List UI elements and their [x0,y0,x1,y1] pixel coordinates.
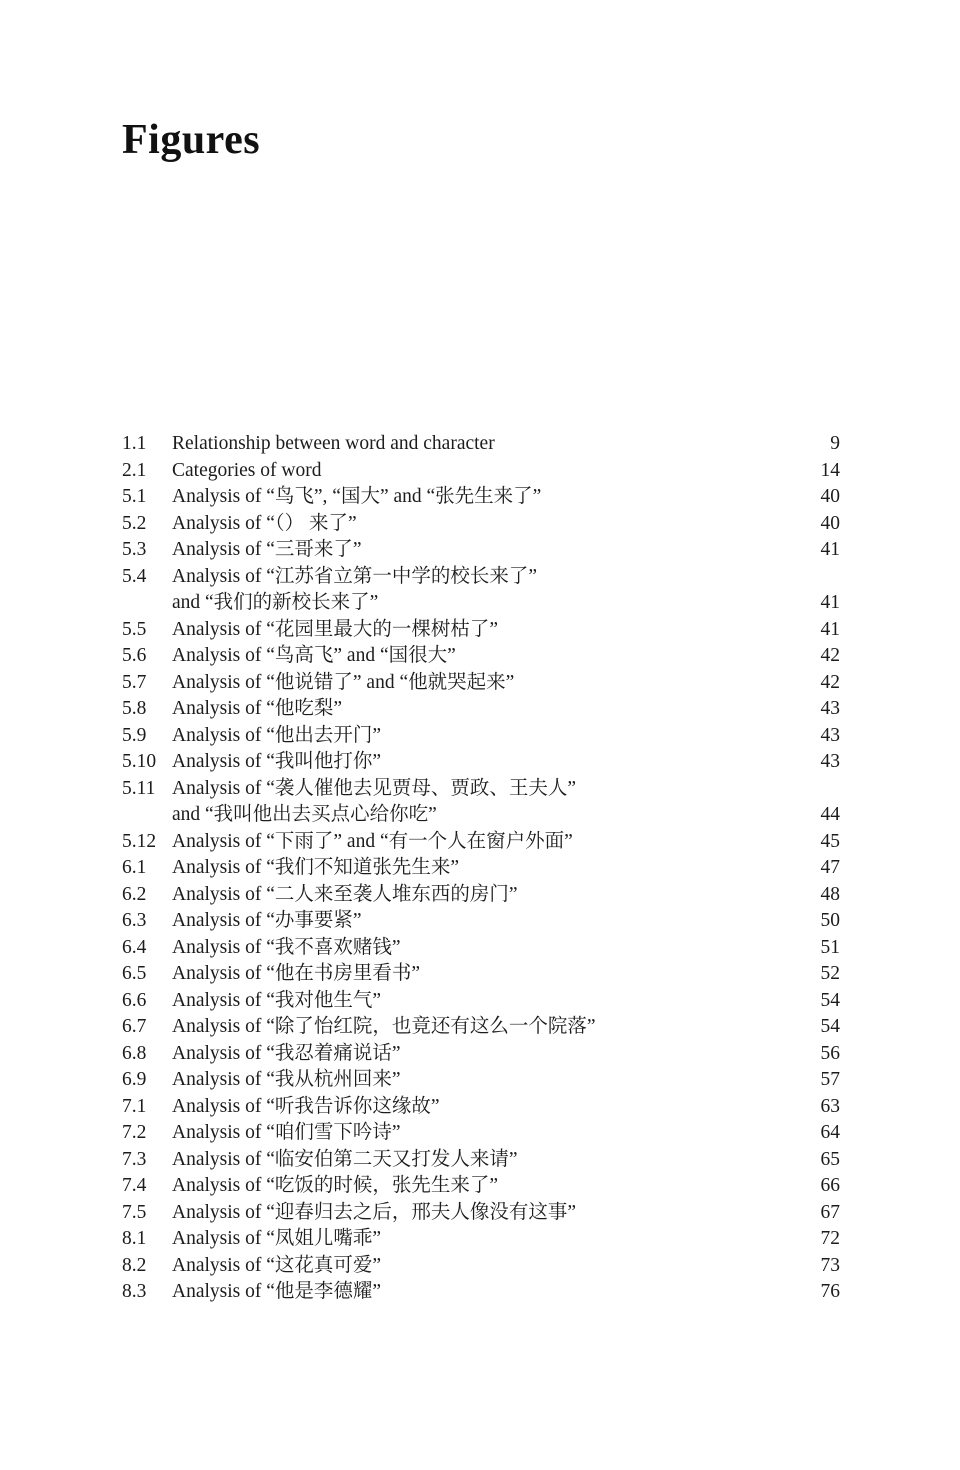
figure-entry [122,617,840,644]
figure-entry-line [122,829,840,856]
figure-page-number: 73 [820,1254,840,1276]
figure-number: 5.4 [122,565,147,587]
figure-entry [122,643,840,670]
figure-entry [122,458,840,485]
figure-number: 7.1 [122,1095,147,1117]
figure-number: 7.5 [122,1201,147,1223]
figure-entry-line [122,1147,840,1174]
figure-title: Analysis of “二人来至袭人堆东西的房门” [172,883,518,905]
figure-entry [122,696,840,723]
figure-title: Analysis of “鸟飞”, “国大” and “张先生来了” [172,486,542,507]
figure-entry [122,1279,840,1306]
figure-title: Categories of word [172,459,322,481]
figure-number: 5.12 [122,830,157,852]
figure-number: 6.4 [122,936,147,958]
figure-title: Analysis of “他在书房里看书” [172,963,421,984]
figure-entry-line [122,564,840,591]
figure-entry [122,908,840,935]
figure-page-number: 43 [820,698,840,719]
figure-entry [122,723,840,750]
figure-page-number: 9 [830,433,840,454]
figure-entry [122,961,840,988]
figure-title: Analysis of “迎春归去之后，邢夫人像没有这事” [172,1201,577,1223]
figure-title: Analysis of “咱们雪下吟诗” [172,1122,401,1143]
figure-number: 1.1 [122,433,147,454]
figure-title: Analysis of “鸟高飞” and “国很大” [172,645,456,666]
figure-page-number: 54 [820,1016,840,1037]
figure-number: 8.2 [122,1254,147,1276]
figure-entry [122,431,840,458]
figure-page-number: 14 [820,459,840,481]
figure-entry [122,1200,840,1227]
figure-title: Analysis of “他是李德耀” [172,1281,382,1302]
figure-title: and “我们的新校长来了” [172,592,379,613]
figure-number: 6.7 [122,1016,147,1037]
figure-page-number: 45 [820,830,840,852]
figure-page-number: 57 [820,1069,840,1090]
figure-page-number: 47 [820,857,840,878]
figure-number: 8.3 [122,1281,147,1302]
figure-number: 5.5 [122,618,147,640]
figure-title: Analysis of “花园里最大的一棵树枯了” [172,618,499,640]
figure-title: Analysis of “（） 来了” [172,512,357,534]
figure-entry [122,988,840,1015]
figure-title: Relationship between word and character [172,433,495,454]
figure-entry-line [122,1200,840,1227]
figure-entry [122,1041,840,1068]
figure-number: 5.1 [122,486,147,507]
figure-title: Analysis of “凤姐儿嘴乖” [172,1228,382,1249]
figure-page-number: 41 [820,539,840,560]
figure-entry [122,1147,840,1174]
figure-number: 5.7 [122,671,147,693]
figure-entry [122,1120,840,1147]
figure-entry [122,537,840,564]
figure-page-number: 44 [820,804,840,825]
figure-title: Analysis of “江苏省立第一中学的校长来了” [172,565,538,587]
figure-number: 7.3 [122,1148,147,1170]
figure-entry-line [122,749,840,776]
figure-entry-line [122,1253,840,1280]
figure-title: and “我叫他出去买点心给你吃” [172,804,437,825]
figure-entry [122,776,840,829]
figure-entry-line [122,1226,840,1253]
figure-number: 6.3 [122,910,147,931]
figure-title: Analysis of “吃饭的时候，张先生来了” [172,1175,499,1196]
figure-number: 5.3 [122,539,147,560]
figure-title: Analysis of “我忍着痛说话” [172,1042,401,1064]
figure-page-number: 41 [820,618,840,640]
figure-entry [122,749,840,776]
figure-number: 6.5 [122,963,147,984]
figure-entry-line [122,908,840,935]
figure-title: Analysis of “我叫他打你” [172,751,382,772]
figure-number: 6.8 [122,1042,147,1064]
figure-number: 5.6 [122,645,147,666]
figure-page-number: 51 [820,936,840,958]
figure-page-number: 54 [820,989,840,1011]
figure-entry-line [122,670,840,697]
figure-title: Analysis of “办事要紧” [172,910,362,931]
figure-page-number: 66 [820,1175,840,1196]
figure-entry-line [122,988,840,1015]
figure-page-number: 48 [820,883,840,905]
figure-entry [122,511,840,538]
figure-title: Analysis of “除了怡红院，也竟还有这么一个院落” [172,1016,596,1037]
figure-page-number: 72 [820,1228,840,1249]
figure-entry [122,1253,840,1280]
figure-entry-line [122,1067,840,1094]
figure-entry [122,484,840,511]
figure-number: 6.6 [122,989,147,1011]
figure-entry [122,1014,840,1041]
figure-entry-line [122,643,840,670]
figure-title: Analysis of “我对他生气” [172,989,382,1011]
figure-page-number: 56 [820,1042,840,1064]
figure-title: Analysis of “我们不知道张先生来” [172,857,460,878]
figure-entry [122,829,840,856]
figure-title: Analysis of “袭人催他去见贾母、贾政、王夫人” [172,777,577,799]
figure-page-number: 40 [820,486,840,507]
figure-entry-line [122,935,840,962]
figure-entry-line [122,537,840,564]
figure-page-number: 63 [820,1095,840,1117]
figure-entry-line [122,882,840,909]
figure-entry-line [122,961,840,988]
figure-page-number: 40 [820,512,840,534]
figure-entry-line [122,511,840,538]
figure-number: 5.10 [122,751,157,772]
figure-number: 7.2 [122,1122,147,1143]
figure-number: 6.2 [122,883,147,905]
figure-title: Analysis of “我从杭州回来” [172,1069,401,1090]
figure-entry [122,1094,840,1121]
page-title: Figures [122,117,261,163]
figure-entry-line [122,723,840,750]
figure-page-number: 41 [820,592,840,613]
figure-page-number: 43 [820,724,840,746]
figure-page-number: 42 [820,671,840,693]
figure-entry-line [122,1041,840,1068]
figure-entry-line [122,1120,840,1147]
figure-page-number: 50 [820,910,840,931]
figure-page-number: 43 [820,751,840,772]
figure-number: 5.11 [122,777,156,799]
figure-entry-line [122,1279,840,1306]
figure-entry-line [122,1094,840,1121]
figure-entry [122,1067,840,1094]
figure-entry [122,670,840,697]
figure-entry-line [122,696,840,723]
figure-entry-line [122,802,840,829]
figure-entry-line [122,1014,840,1041]
figure-entry-line [122,855,840,882]
figure-title: Analysis of “他出去开门” [172,724,382,746]
figure-page-number: 67 [820,1201,840,1223]
figure-page-number: 64 [820,1122,840,1143]
figure-entry-line [122,590,840,617]
figure-entry [122,882,840,909]
figure-entry [122,1226,840,1253]
figure-title: Analysis of “我不喜欢赌钱” [172,936,401,958]
figure-number: 7.4 [122,1175,147,1196]
figure-title: Analysis of “这花真可爱” [172,1254,382,1276]
figure-entry [122,564,840,617]
figure-number: 5.8 [122,698,147,719]
figure-number: 2.1 [122,459,147,481]
figure-page-number: 42 [820,645,840,666]
figure-number: 5.2 [122,512,147,534]
figure-title: Analysis of “临安伯第二天又打发人来请” [172,1148,518,1170]
figure-entry-line [122,431,840,458]
figure-entry-line [122,776,840,803]
figure-page-number: 76 [820,1281,840,1302]
figures-list [122,431,840,1306]
figure-entry-line [122,484,840,511]
figure-entry [122,935,840,962]
figure-entry-line [122,617,840,644]
figure-number: 8.1 [122,1228,147,1249]
figure-entry [122,1173,840,1200]
figure-title: Analysis of “他吃梨” [172,698,343,719]
figure-title: Analysis of “听我告诉你这缘故” [172,1095,440,1117]
figure-title: Analysis of “三哥来了” [172,539,362,560]
figure-page-number: 65 [820,1148,840,1170]
figure-entry-line [122,1173,840,1200]
figure-page-number: 52 [820,963,840,984]
figure-entry [122,855,840,882]
figure-title: Analysis of “他说错了” and “他就哭起来” [172,671,515,693]
figure-number: 6.9 [122,1069,147,1090]
figure-number: 6.1 [122,857,147,878]
figure-title: Analysis of “下雨了” and “有一个人在窗户外面” [172,830,573,852]
figure-number: 5.9 [122,724,147,746]
figure-entry-line [122,458,840,485]
